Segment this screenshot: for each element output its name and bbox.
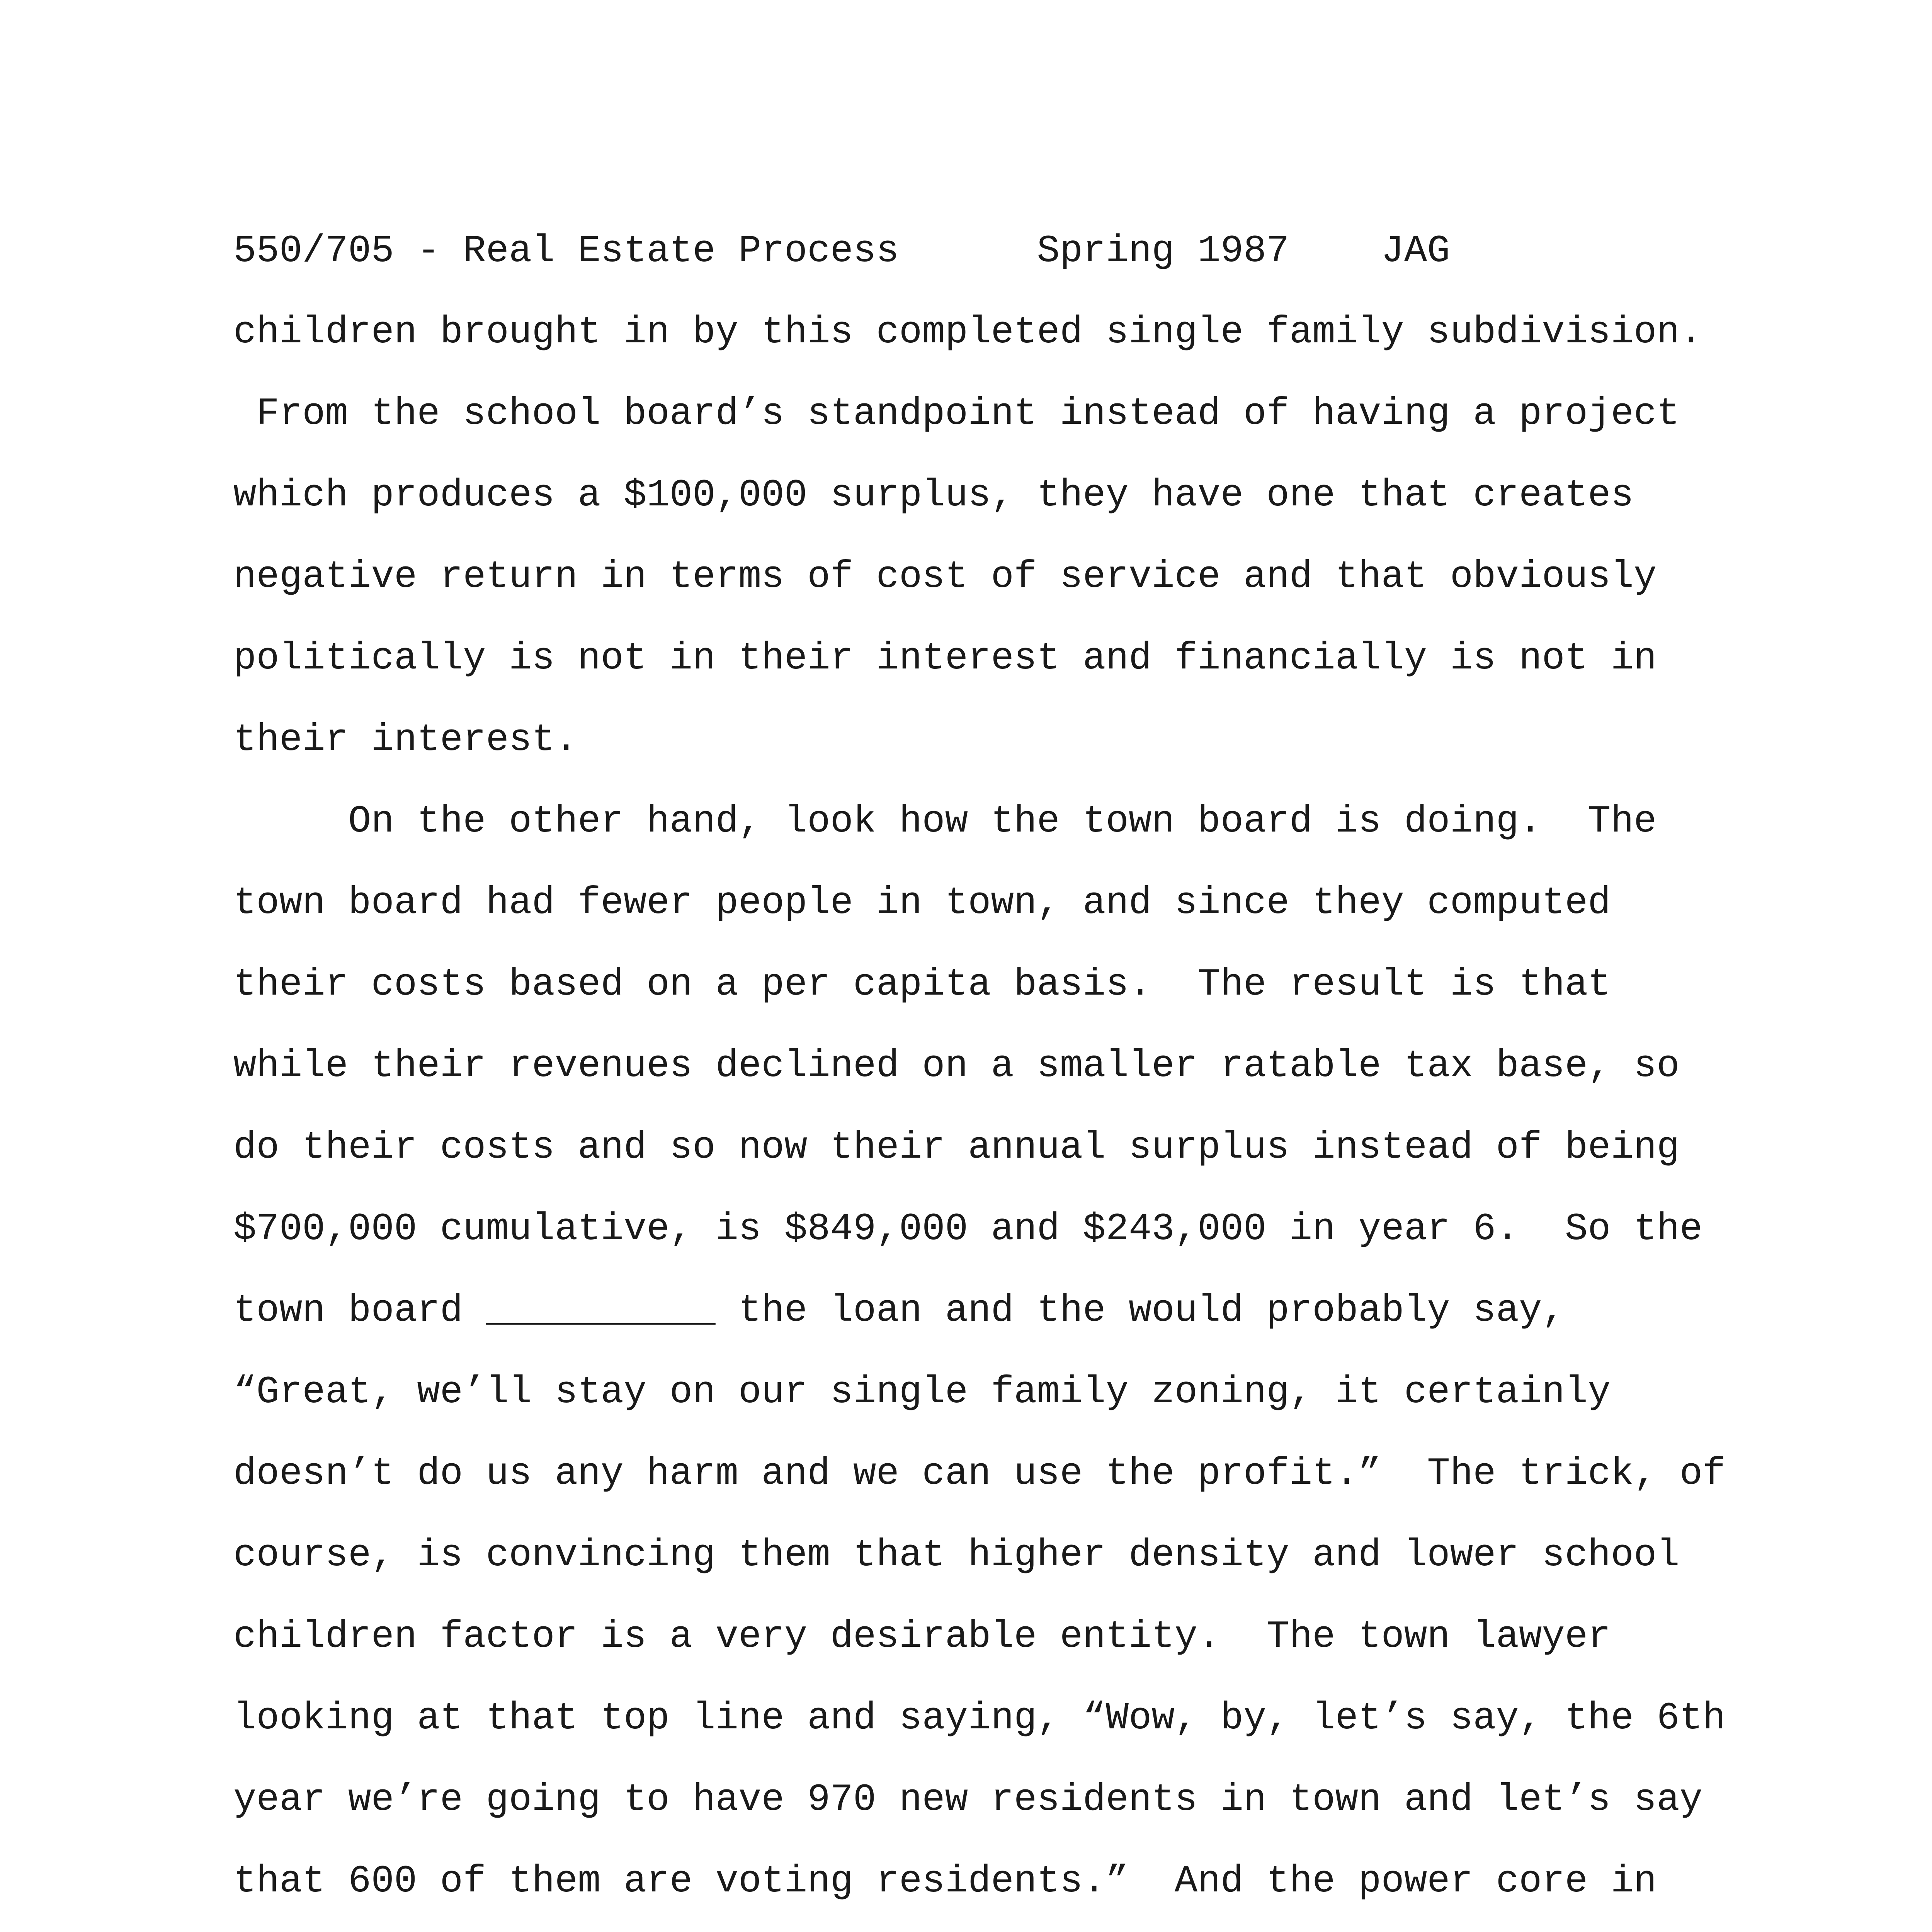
text-line: that 600 of them are voting residents.” And the power core in	[233, 1860, 1657, 1903]
text-line: their costs based on a per capita basis. The result is that	[233, 963, 1611, 1006]
text-line: which produces a $100,000 surplus, they have one that creates	[233, 474, 1634, 517]
text-line: looking at that top line and saying, “Wow, by, let’s say, the 6th	[233, 1697, 1726, 1740]
text-line: town board had fewer people in town, and since they computed	[233, 881, 1611, 925]
text-line: On the other hand, look how the town board is doing. The	[233, 800, 1657, 843]
text-line: course, is convincing them that higher density and lower school	[233, 1534, 1680, 1577]
text-line: From the school board’s standpoint instead of having a project	[233, 392, 1680, 435]
document-header: 550/705 - Real Estate Process Spring 1987 JAG	[233, 230, 1450, 273]
text-line: children brought in by this completed single family subdivision.	[233, 311, 1703, 354]
text-line: town board __________ the loan and the would probably say,	[233, 1289, 1565, 1332]
text-line: negative return in terms of cost of service and that obviously	[233, 555, 1657, 599]
text-line: politically is not in their interest and financially is not in	[233, 637, 1657, 680]
text-line: $700,000 cumulative, is $849,000 and $243,000 in year 6. So the	[233, 1208, 1703, 1251]
text-line: children factor is a very desirable entity. The town lawyer	[233, 1615, 1611, 1658]
text-line: “Great, we’ll stay on our single family zoning, it certainly	[233, 1371, 1611, 1414]
text-line: their interest.	[233, 718, 578, 762]
text-line: while their revenues declined on a smaller ratable tax base, so	[233, 1044, 1680, 1088]
text-line: doesn’t do us any harm and we can use the profit.” The trick, of	[233, 1452, 1726, 1495]
text-line: do their costs and so now their annual surplus instead of being	[233, 1126, 1680, 1169]
text-line: year we’re going to have 970 new residents in town and let’s say	[233, 1778, 1703, 1821]
